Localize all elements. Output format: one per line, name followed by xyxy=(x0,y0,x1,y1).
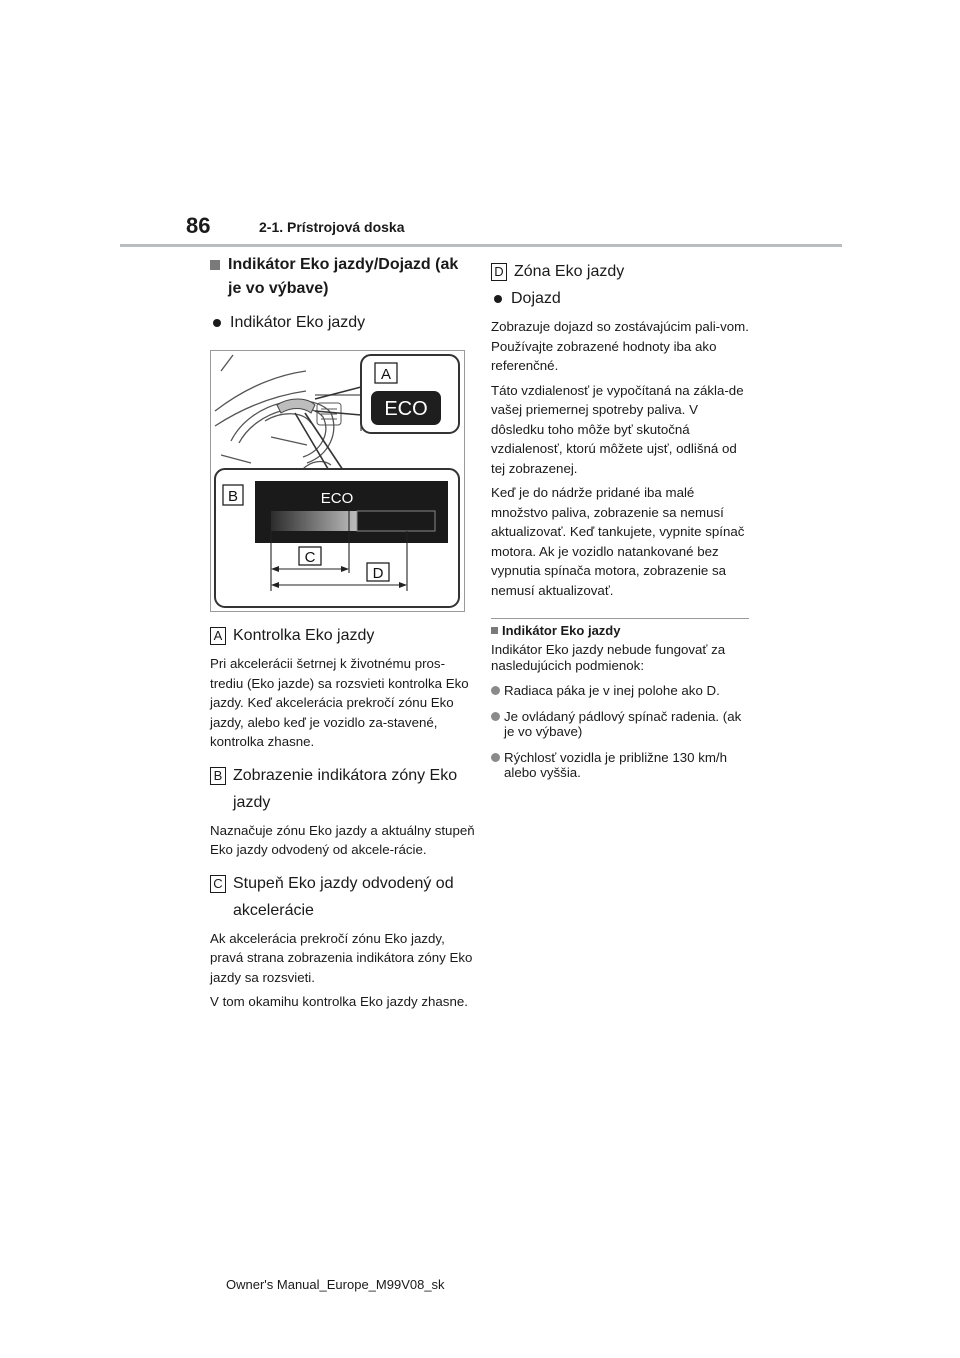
item-c-title: Stupeň Eko jazdy odvodený od akcelerácie xyxy=(233,874,454,919)
item-a-tag: A xyxy=(210,627,226,645)
item-a-title: Kontrolka Eko jazdy xyxy=(233,627,375,644)
condition-item xyxy=(491,709,753,740)
callout-a-letter: A xyxy=(380,366,392,383)
dashboard-illustration xyxy=(211,351,464,611)
condition-text: Radiaca páka je v inej polohe ako D. xyxy=(504,683,720,698)
cluster-highlight xyxy=(277,399,315,413)
footer-manual-id: Owner's Manual_Europe_M99V08_sk xyxy=(226,1277,445,1292)
bullet-dot-icon xyxy=(491,686,500,695)
eco-lamp-text: ECO xyxy=(384,398,428,420)
item-d-title: Zóna Eko jazdy xyxy=(514,263,625,280)
eco-bar-label: ECO xyxy=(320,490,354,507)
item-b-tag: B xyxy=(210,767,226,785)
item-a-text: Pri akcelerácii šetrnej k životnému pros-trediu (Eko jazde) sa rozsvieti kontrolka Eko jazdy. Keď akcelerácia prekročí zónu Eko jazdy, alebo keď je vozidlo za-stavené, kontrolka zhasne. xyxy=(210,656,469,749)
heading-text: Indikátor Eko jazdy/Dojazd (ak je vo výbave) xyxy=(228,256,459,297)
item-b-text: Naznačuje zónu Eko jazdy a aktuálny stupeň Eko jazdy odvodený od akcele-rácie. xyxy=(210,822,475,857)
eco-bar-remaining xyxy=(357,511,435,531)
item-c-text-2: V tom okamihu kontrolka Eko jazdy zhasne. xyxy=(210,994,468,1009)
item-c-text-1: Ak akcelerácia prekročí zónu Eko jazdy, pravá strana zobrazenia indikátora zóny Eko jazdy sa rozsvieti. xyxy=(210,930,473,985)
range-heading-text: Dojazd xyxy=(511,290,561,307)
item-d-tag: D xyxy=(491,263,507,281)
callout-b-letter: B xyxy=(227,488,239,505)
square-bullet-icon xyxy=(491,627,498,634)
condition-text: Je ovládaný pádlový spínač radenia. (ak je vo výbave) xyxy=(504,708,742,739)
bullet-dot-icon xyxy=(213,319,221,327)
condition-item xyxy=(491,683,753,699)
note-heading xyxy=(491,623,753,638)
dashboard-lines xyxy=(215,355,361,469)
bullet-dot-icon xyxy=(491,712,500,721)
right-column xyxy=(491,258,753,781)
bullet-dot-icon xyxy=(491,753,500,762)
note-heading-text: Indikátor Eko jazdy xyxy=(502,623,621,638)
bullet-heading-text: Indikátor Eko jazdy xyxy=(230,314,366,331)
section-heading xyxy=(210,253,475,301)
left-column xyxy=(210,253,475,1012)
item-c-heading xyxy=(210,870,475,924)
item-b-title: Zobrazenie indikátora zóny Eko jazdy xyxy=(233,766,458,811)
range-text-2: Táto vzdialenosť je vypočítaná na zákla-de vašej priemernej spotreby paliva. V dôsledku toho môže byť skutočná vzdialenosť, ktorú môžete ujsť, odlišná od tej zobrazenej. xyxy=(491,382,744,476)
page-number: 86 xyxy=(186,213,211,238)
range-bullet-heading xyxy=(491,287,753,311)
item-d-heading xyxy=(491,258,753,285)
callout-d-letter: D xyxy=(372,565,384,582)
eco-bar-fill xyxy=(271,511,357,531)
callout-c-letter: C xyxy=(304,549,316,566)
eco-indicator-figure xyxy=(210,350,465,612)
square-bullet-icon xyxy=(210,260,220,270)
condition-text: Rýchlosť vozidla je približne 130 km/h alebo vyššia. xyxy=(504,749,728,780)
section-title: 2-1. Prístrojová doska xyxy=(259,219,405,235)
condition-item xyxy=(491,750,753,781)
item-b-heading xyxy=(210,762,475,816)
range-text-1: Zobrazuje dojazd so zostávajúcim pali-vom. Používajte zobrazené hodnoty iba ako referenčné. xyxy=(491,319,749,373)
note-divider xyxy=(491,618,749,619)
item-a-heading xyxy=(210,622,475,649)
bullet-heading xyxy=(210,311,475,335)
note-intro: Indikátor Eko jazdy nebude fungovať za nasledujúcich podmienok: xyxy=(491,642,726,673)
item-c-tag: C xyxy=(210,875,226,893)
range-text-3: Keď je do nádrže pridané iba malé množstvo paliva, zobrazenie sa nemusí aktualizovať. Keď tankujete, vypnite spínač motora. Ak je vozidlo natankované bez vypnutia spínača motora, zobrazenie sa nemusí aktualizovať. xyxy=(491,485,745,598)
bullet-dot-icon xyxy=(494,295,502,303)
header-divider xyxy=(120,244,842,247)
